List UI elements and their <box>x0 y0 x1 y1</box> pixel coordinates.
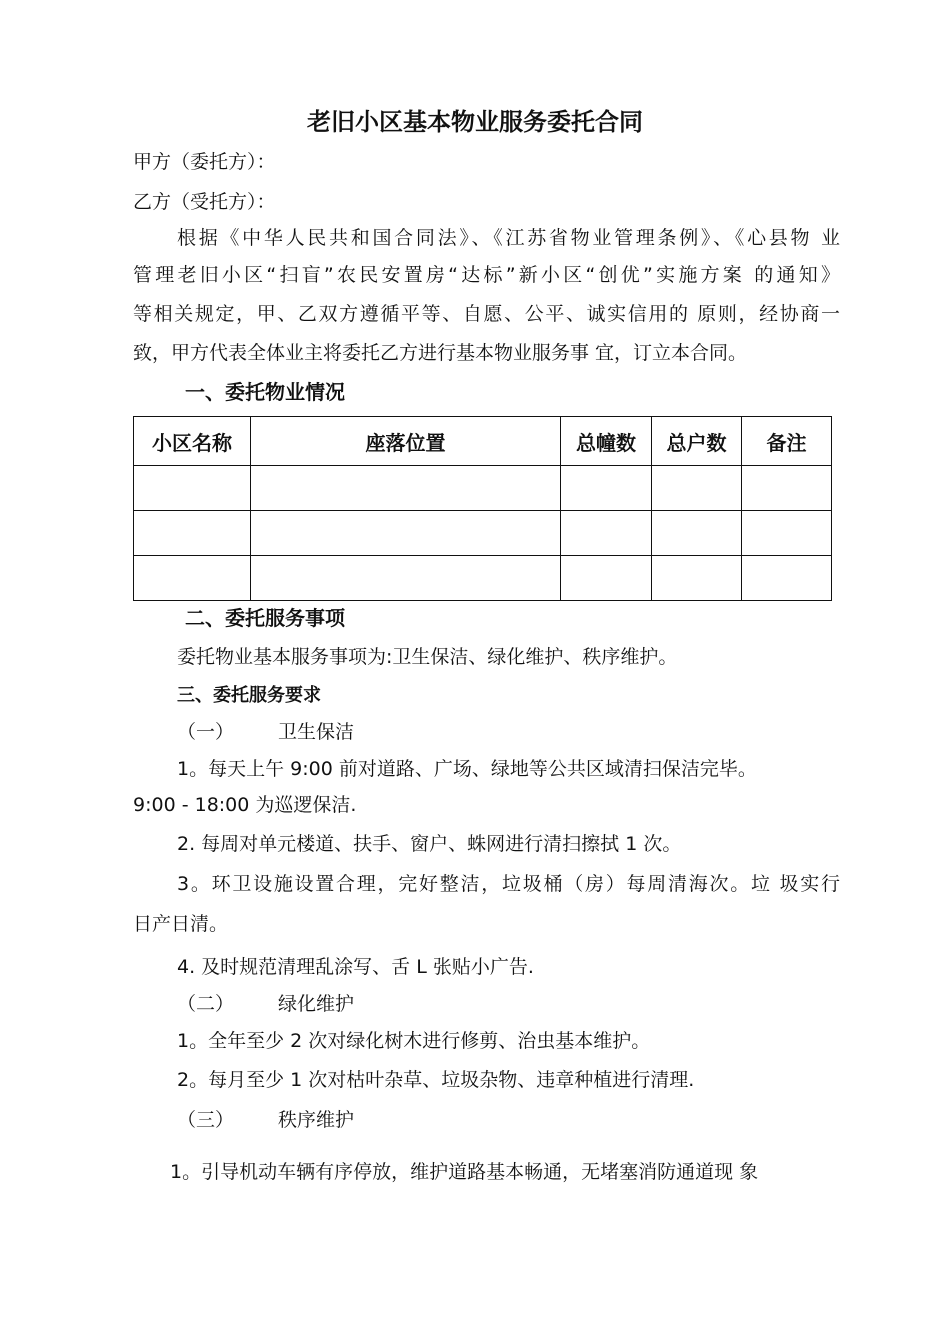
table-row <box>134 466 832 511</box>
sanitation-item-1: 1。每天上午 9:00 前对道路、广场、绿地等公共区域清扫保洁完毕。 <box>177 758 757 780</box>
table-cell <box>251 556 561 601</box>
section2-text: 委托物业基本服务事项为:卫生保洁、绿化维护、秩序维护。 <box>177 646 678 668</box>
property-info-table <box>133 416 832 601</box>
sanitation-item-3: 3。环卫设施设置合理，完好整洁，垃圾桶（房）每周清海次。垃 圾实行 <box>177 873 840 895</box>
section3-heading: 三、委托服务要求 <box>177 685 321 706</box>
table-cell <box>742 466 832 511</box>
subsection-greening-heading <box>177 992 354 1016</box>
subsection-order-heading <box>177 1108 354 1132</box>
subsection-number: （一） <box>177 721 235 743</box>
preamble-line-2: 管理老旧小区“扫盲”农民安置房“达标”新小区“创优”实施方案 的通知》 <box>133 264 840 286</box>
header-location: 座落位置 <box>251 417 561 466</box>
table-cell <box>652 556 742 601</box>
subsection-sanitation-heading <box>177 720 354 744</box>
sanitation-item-3-continued: 日产日清。 <box>133 913 229 935</box>
subsection-label: 卫生保洁 <box>278 721 355 743</box>
subsection-number: （三） <box>177 1109 235 1131</box>
table-cell <box>134 556 251 601</box>
party-a-label: 甲方（委托方）： <box>133 151 276 173</box>
sanitation-item-4: 4. 及时规范清理乱涂写、舌 L 张贴小广告. <box>177 956 534 978</box>
header-household-count: 总户数 <box>652 417 742 466</box>
preamble-line-3: 等相关规定，甲、乙双方遵循平等、自愿、公平、诚实信用的 原则，经协商一 <box>133 303 840 325</box>
table-header-row <box>134 417 832 466</box>
sanitation-item-2: 2. 每周对单元楼道、扶手、窗户、蛛网进行清扫擦拭 1 次。 <box>177 833 682 855</box>
table-cell <box>742 556 832 601</box>
table-cell <box>652 511 742 556</box>
document-title: 老旧小区基本物业服务委托合同 <box>307 108 643 136</box>
table-cell <box>251 511 561 556</box>
greening-item-2: 2。每月至少 1 次对枯叶杂草、垃圾杂物、违章种植进行清理. <box>177 1069 695 1091</box>
party-b-label: 乙方（受托方）： <box>133 191 276 213</box>
sanitation-item-1-continued: 9:00 - 18:00 为巡逻保洁. <box>133 794 357 816</box>
section2-heading: 二、委托服务事项 <box>185 606 345 630</box>
table-cell <box>561 511 652 556</box>
table-row <box>134 511 832 556</box>
header-remarks: 备注 <box>742 417 832 466</box>
preamble-line-1: 根据《中华人民共和国合同法》、《江苏省物业管理条例》、《心县物 业 <box>177 227 840 249</box>
table-cell <box>561 556 652 601</box>
section1-heading: 一、委托物业情况 <box>185 380 345 404</box>
subsection-label: 绿化维护 <box>278 993 355 1015</box>
preamble-line-4: 致，甲方代表全体业主将委托乙方进行基本物业服务事 宜，订立本合同。 <box>133 342 748 364</box>
table-cell <box>561 466 652 511</box>
table-row <box>134 556 832 601</box>
order-item-1: 1。引导机动车辆有序停放，维护道路基本畅通，无堵塞消防通道现 象 <box>170 1161 759 1183</box>
table-cell <box>134 511 251 556</box>
table-cell <box>742 511 832 556</box>
table-cell <box>251 466 561 511</box>
table-cell <box>134 466 251 511</box>
greening-item-1: 1。全年至少 2 次对绿化树木进行修剪、治虫基本维护。 <box>177 1030 651 1052</box>
subsection-label: 秩序维护 <box>278 1109 355 1131</box>
header-community-name: 小区名称 <box>134 417 251 466</box>
header-building-count: 总幢数 <box>561 417 652 466</box>
table-cell <box>652 466 742 511</box>
subsection-number: （二） <box>177 993 235 1015</box>
